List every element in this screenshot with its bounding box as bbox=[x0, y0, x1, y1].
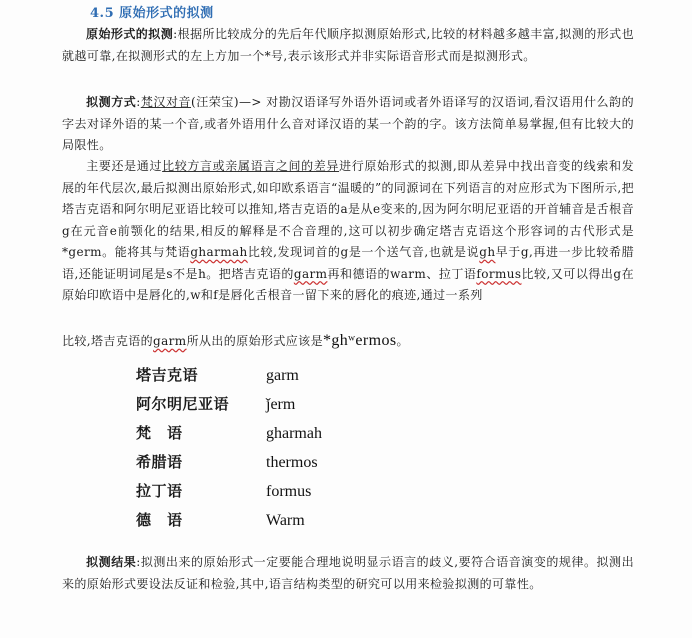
word-gharmah: gharmah bbox=[190, 245, 248, 259]
word-form: ǰerm bbox=[266, 396, 296, 413]
word-gh: gh bbox=[479, 245, 496, 259]
word-garm: garm bbox=[293, 266, 328, 281]
paragraph-result bbox=[62, 552, 634, 595]
term-label: 拟测方式 bbox=[86, 95, 137, 109]
table-row bbox=[136, 451, 322, 480]
language-name: 希腊语 bbox=[136, 453, 183, 471]
language-name: 塔吉克语 bbox=[136, 366, 199, 384]
word-form: garm bbox=[266, 367, 299, 384]
cognate-table bbox=[136, 364, 322, 538]
language-name: 德 语 bbox=[136, 511, 183, 529]
table-row bbox=[136, 364, 322, 393]
language-name: 梵 语 bbox=[136, 424, 183, 442]
table-row bbox=[136, 480, 322, 509]
word-form: formus bbox=[266, 483, 312, 500]
word-form: Warm bbox=[266, 512, 305, 529]
table-row bbox=[136, 422, 322, 451]
paragraph-text: (汪荣宝)—> 对勘汉语译写外语外语词或者外语译写的汉语词,看汉语用什么韵的字去对译外语的某一个音,或者外语用什么音对译汉语的某一个韵的字。该方法简单易掌握,但有比较大的局限性。 bbox=[62, 95, 634, 152]
paragraph-principle bbox=[62, 24, 634, 67]
paragraph-text: :拟测出来的原始形式一定要能合理地说明显示语言的歧义,要符合语音演变的规律。拟测出来的原始形式要设法反证和检验,其中,语言结构类型的研究可以用来检验拟测的可靠性。 bbox=[62, 555, 634, 591]
language-name: 拉丁语 bbox=[136, 482, 183, 500]
table-row bbox=[136, 509, 322, 538]
section-heading: 4.5 原始形式的拟测 bbox=[90, 6, 214, 21]
term-label: 原始形式的拟测 bbox=[86, 27, 174, 41]
word-form: gharmah bbox=[266, 425, 322, 442]
table-row bbox=[136, 393, 322, 422]
word-form: thermos bbox=[266, 454, 318, 471]
paragraph-method: 拟测方式:梵汉对音(汪荣宝)—> 对勘汉语译写外语外语词或者外语译写的汉语词,看汉语用什么韵的字去对译外语的某一个音,或者外语用什么音对译汉语的某一个韵的字。该方法简单易掌握,但有比较大的局限性。 bbox=[62, 95, 634, 152]
underlined-term: 梵汉对音 bbox=[140, 95, 192, 109]
reconstructed-form: *ghʷermos bbox=[322, 332, 397, 349]
paragraph-conclusion-line: 比较,塔吉克语的garm所从出的原始形式应该是*ghʷermos。 bbox=[62, 332, 409, 349]
paragraph-comparison: 主要还是通过比较方言或亲属语言之间的差异进行原始形式的拟测,即从差异中找出音变的线索和发展的年代层次,最后拟测出原始形式,如印欧系语言“温暖的”的同源词在下列语言的对应形式为下图所示,把塔吉克语和阿尔明尼亚语比较可以推知,塔吉克语的a是从e变来的,因为阿尔明尼亚语的开首辅音是舌根音g在元音e前颚化的结果,相反的解释是不合音理的,这可以初步确定塔吉克语这个形容词的古代形式是*germ。能将其与梵语gharmah比较,发现词首的g是一个送气音,也就是说gh早于g,再进一步比较希腊语,还能证明词尾是s不是h。把塔吉克语的garm再和德语的warm、拉丁语formus比较,又可以得出g在原始印欧语中是唇化的,w和f是唇化舌根音一留下来的唇化的痕迹,通过一系列 bbox=[62, 159, 635, 302]
word-garm: garm bbox=[153, 334, 187, 348]
term-label: 拟测结果 bbox=[86, 555, 137, 569]
paragraph-text: :根据所比较成分的先后年代顺序拟测原始形式,比较的材料越多越丰富,拟测的形式也就越可靠,在拟测形式的左上方加一个*号,表示该形式并非实际语音形式而是拟测形式。 bbox=[62, 27, 634, 63]
word-formus: formus bbox=[476, 266, 522, 281]
language-name: 阿尔明尼亚语 bbox=[136, 395, 230, 413]
underlined-term: 比较方言或亲属语言之间的差异 bbox=[162, 159, 340, 173]
